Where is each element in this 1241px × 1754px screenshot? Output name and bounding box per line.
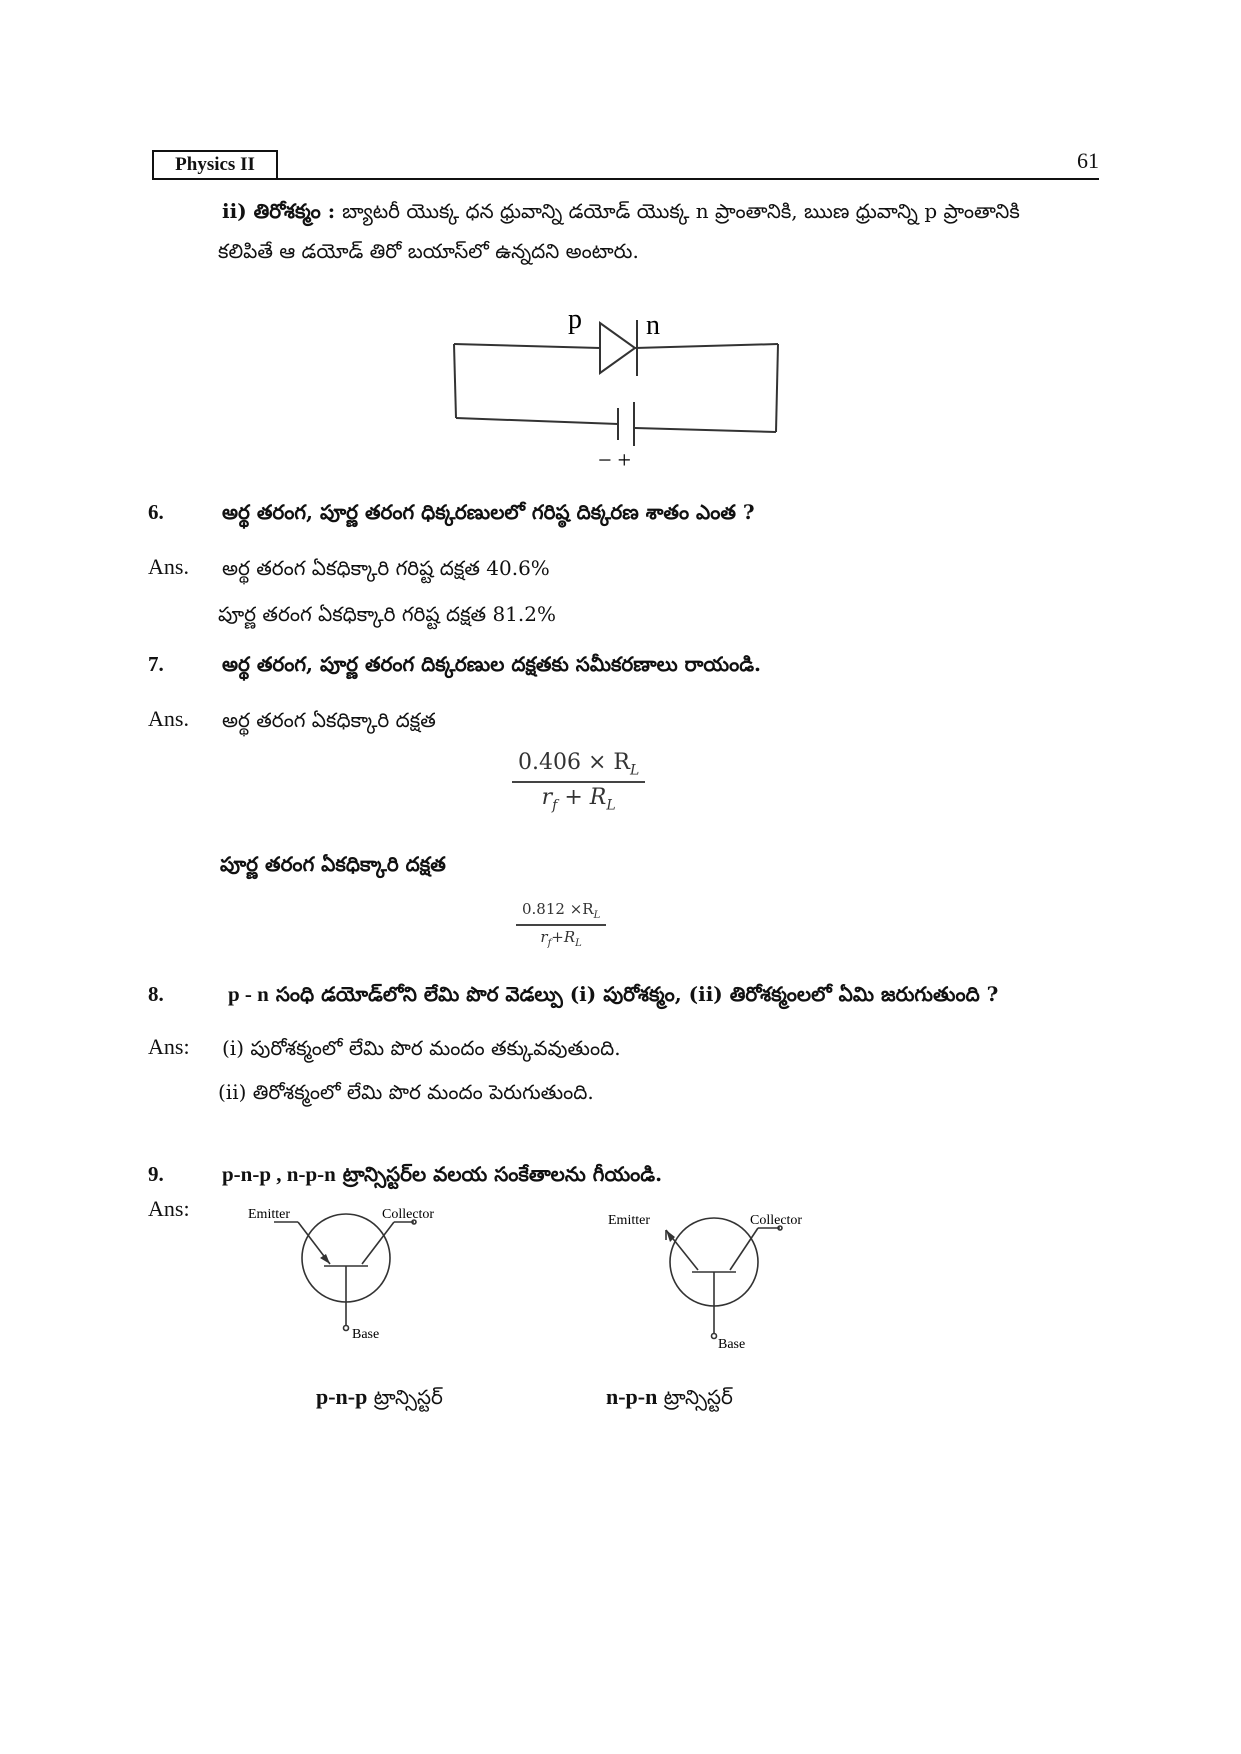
q8-ans-label: Ans: [148, 1034, 190, 1059]
q6-answer-1: అర్థ తరంగ ఏకధిక్కారి గరిష్ట దక్షత 40.6% [222, 556, 550, 580]
pnp-transistor-figure [246, 1198, 446, 1358]
pnp-caption-bold: p-n-p [316, 1384, 368, 1409]
q9-number: 9. [148, 1162, 164, 1186]
intro-text-1: బ్యాటరీ యొక్క ధన ధ్రువాన్ని డయోడ్ యొక్క n ప్రాంతానికి, ఋణ ధ్రువాన్ని p ప్రాంతానికి [342, 199, 1020, 223]
q7-answer-1: అర్థ తరంగ ఏకధిక్కారి దక్షత [222, 708, 436, 732]
npn-emitter-label: Emitter [608, 1213, 650, 1228]
q8-question: సంధి డయోడ్‌లోని లేమి పొర వెడల్పు (i) పురోశక్మం, (ii) తిరోశక్మంలలో ఏమి జరుగుతుంది ? [268, 982, 999, 1006]
subject-box: Physics II [152, 150, 278, 180]
wire-left [454, 344, 456, 418]
intro-label: ii) తిరోశక్మం : [222, 199, 343, 223]
q8-number: 8. [148, 982, 164, 1006]
q7-number: 7. [148, 652, 164, 676]
q6-ans-label: Ans. [148, 554, 189, 579]
n-label: n [646, 310, 660, 341]
intro-line-1 [222, 196, 1020, 226]
npn-base-terminal [712, 1334, 717, 1339]
q7-answer-2: పూర్ణ తరంగ ఏకధిక్కారి దక్షత [220, 852, 446, 876]
q6-number: 6. [148, 500, 164, 524]
npn-collector-line [730, 1228, 758, 1270]
wire-top-right [635, 344, 778, 348]
wire-bottom-left [456, 418, 618, 424]
wire-right [776, 344, 778, 432]
p-label: p [568, 304, 582, 335]
pnp-base-label: Base [352, 1327, 380, 1342]
npn-caption-bold: n-p-n [606, 1384, 658, 1409]
formula-half-wave-numerator: $0.406 \times R_L$ [512, 750, 645, 783]
wire-bottom-right [634, 428, 776, 432]
formula-full-wave-denominator: $r_f+R_L$ [540, 928, 582, 949]
q8-question-line [228, 982, 998, 1011]
npn-transistor-figure [608, 1200, 818, 1365]
formula-full-wave-numerator: $0.812 \times R_L$ [516, 900, 606, 926]
q8-answer-1: (i) పురోశక్మంలో లేమి పొర మందం తక్కువవుతుంది. [222, 1036, 621, 1060]
q8-answer-2: (ii) తిరోశక్మంలో లేమి పొర మందం పెరుగుతుంది. [218, 1080, 594, 1104]
formula-half-wave [512, 750, 645, 814]
q8-prefix: p - n [228, 982, 269, 1006]
formula-full-wave [516, 900, 606, 949]
pnp-base-terminal [344, 1326, 349, 1331]
q9-question-line [222, 1162, 662, 1191]
q9-prefix: p-n-p , n-p-n [222, 1162, 336, 1186]
wire-top-left [454, 344, 600, 348]
pnp-arrow-icon [320, 1254, 330, 1264]
q9-ans-label: Ans: [148, 1196, 190, 1221]
npn-base-label: Base [718, 1337, 746, 1352]
header-rule [152, 178, 1099, 180]
pnp-caption [316, 1384, 443, 1414]
npn-caption-text: ట్రాన్సిస్టర్ [657, 1385, 733, 1409]
q7-ans-label: Ans. [148, 706, 189, 731]
formula-half-wave-denominator: $r_f + R_L$ [541, 785, 616, 814]
pnp-emitter-label: Emitter [248, 1207, 290, 1222]
pnp-collector-label: Collector [382, 1207, 435, 1222]
pnp-caption-text: ట్రాన్సిస్టర్ [367, 1385, 443, 1409]
intro-line-2: కలిపితే ఆ డయోడ్ తిరో బయాస్‌లో ఉన్నదని అంటారు. [218, 239, 639, 263]
diode-circuit-figure [440, 298, 790, 468]
q6-answer-2: పూర్ణ తరంగ ఏకధిక్కారి గరిష్ట దక్షత 81.2% [218, 602, 556, 626]
q6-question: అర్థ తరంగ, పూర్ణ తరంగ ధిక్కరణులలో గరిష్ఠ దిక్కరణ శాతం ఎంత ? [222, 500, 755, 524]
npn-collector-label: Collector [750, 1213, 803, 1228]
page-number: 61 [1077, 148, 1099, 173]
q9-question: ట్రాన్సిస్టర్‌ల వలయ సంకేతాలను గీయండి. [335, 1162, 663, 1186]
diode-triangle-icon [600, 323, 635, 373]
npn-caption [606, 1384, 733, 1414]
q7-question: అర్థ తరంగ, పూర్ణ తరంగ దిక్కరణుల దక్షతకు సమీకరణాలు రాయండి. [222, 652, 762, 676]
battery-polarity-label: − + [598, 448, 632, 468]
